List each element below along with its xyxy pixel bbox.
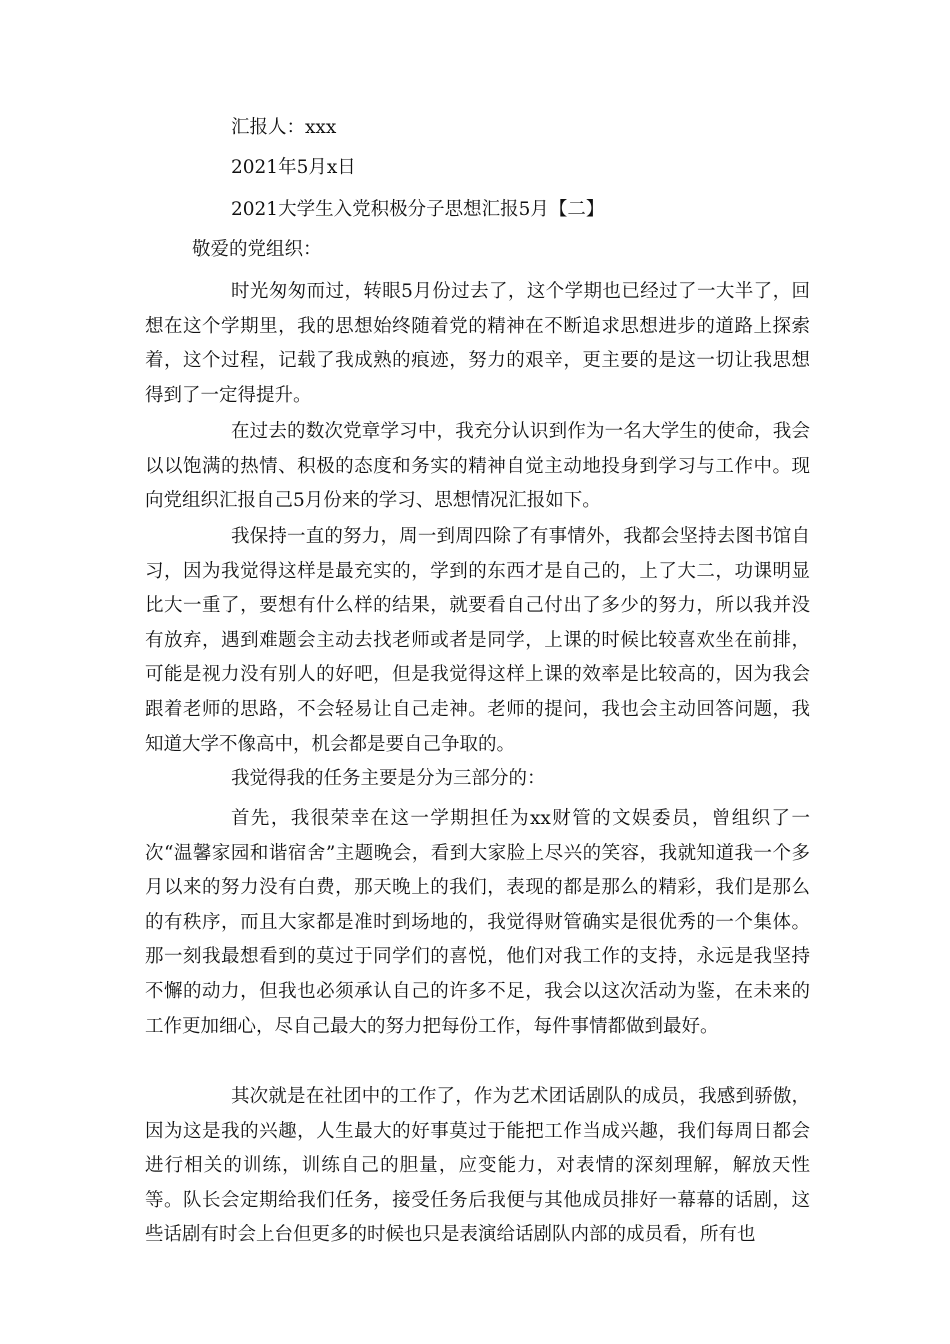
paragraph-6: 其次就是在社团中的工作了，作为艺术团话剧队的成员，我感到骄傲，因为这是我的兴趣，人生最大的好事莫过于能把工作当成兴趣，我们每周日都会进行相关的训练，训练自己的胆量，应变能力，对表情的深刻理解，解放天性等。队长会定期给我们任务，接受任务后我便与其他成员排好一幕幕的话剧，这些话剧有时会上台但更多的时候也只是表演给话剧队内部的成员看，所有也 <box>145 1086 810 1246</box>
section-title: 2021大学生入党积极分子思想汇报5月【二】 <box>231 199 605 220</box>
reporter-line: 汇报人：xxx <box>231 117 337 138</box>
paragraph-5: 首先，我很荣幸在这一学期担任为xx财管的文娱委员，曾组织了一次“温馨家园和谐宿舍”主题晚会，看到大家脸上尽兴的笑容，我就知道我一个多月以来的努力没有白费，那天晚上的我们，表现的都是那么的精彩，我们是那么的有秩序，而且大家都是准时到场地的，我觉得财管确实是很优秀的一个集体。那一刻我最想看到的莫过于同学们的喜悦，他们对我工作的支持，永远是我坚持不懈的动力，但我也必须承认自己的许多不足，我会以这次活动为鉴，在未来的工作更加细心，尽自己最大的努力把每份工作，每件事情都做到最好。 <box>145 808 810 1037</box>
salutation: 敬爱的党组织： <box>192 239 322 260</box>
paragraph-3: 我保持一直的努力，周一到周四除了有事情外，我都会坚持去图书馆自习，因为我觉得这样是最充实的，学到的东西才是自己的，上了大二，功课明显比大一重了，要想有什么样的结果，就要看自己付出了多少的努力，所以我并没有放弃，遇到难题会主动去找老师或者是同学，上课的时候比较喜欢坐在前排，可能是视力没有别人的好吧，但是我觉得这样上课的效率是比较高的，因为我会跟着老师的思路，不会轻易让自己走神。老师的提问，我也会主动回答问题，我知道大学不像高中，机会都是要自己争取的。 <box>145 526 810 755</box>
paragraph-1: 时光匆匆而过，转眼5月份过去了，这个学期也已经过了一大半了，回想在这个学期里，我的思想始终随着党的精神在不断追求思想进步的道路上探索着，这个过程，记载了我成熟的痕迹，努力的艰辛，更主要的是这一切让我思想得到了一定得提升。 <box>145 281 810 406</box>
paragraph-2: 在过去的数次党章学习中，我充分认识到作为一名大学生的使命，我会以以饱满的热情、积极的态度和务实的精神自觉主动地投身到学习与工作中。现向党组织汇报自己5月份来的学习、思想情况汇报如下。 <box>145 421 810 512</box>
date-line: 2021年5月x日 <box>231 157 356 178</box>
paragraph-4: 我觉得我的任务主要是分为三部分的： <box>231 768 546 789</box>
